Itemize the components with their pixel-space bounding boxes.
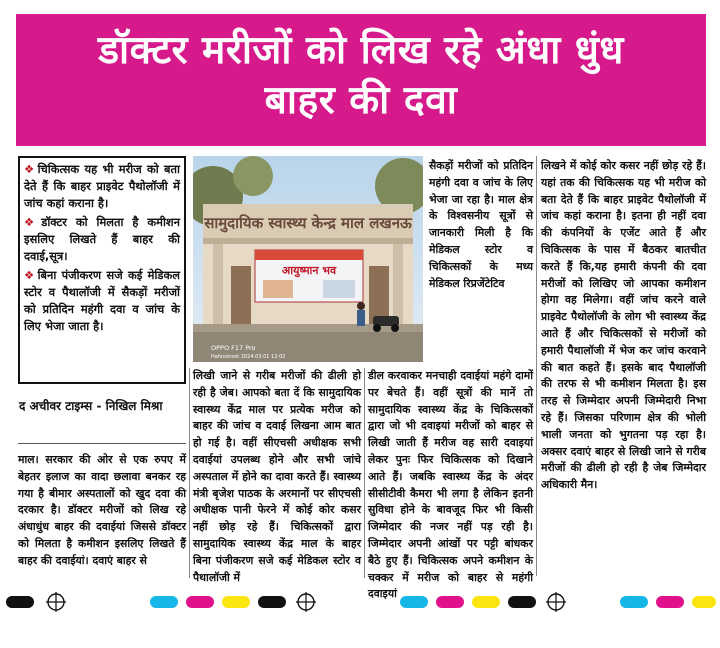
registration-mark-icon [546, 592, 566, 612]
photo-illustration [193, 156, 423, 362]
black-dot-icon [508, 596, 536, 608]
cyan-dot-icon [400, 596, 428, 608]
print-registration-strip [0, 588, 720, 618]
red-star-icon: ❖ [24, 215, 40, 229]
column-divider [536, 156, 537, 576]
article-column-3-top [429, 158, 533, 292]
article-text: लिखने में कोई कोर कसर नहीं छोड़ रहे हैं। यहां तक की चिकित्सक यह भी मरीज को बता देते हैं कि बाहर प्राइवेट पैथोलॉजी में जांच कहां कराना है। इतना ही नहीं दवा की कंपनियों के एजेंट आते हैं और चिकित्सक के पास में बैठकर बातचीत करते हैं कि,यह हमारी कंपनी की दवा मरीजों को लिखिए जो आपका कमीशन होगा वह मिलेगा। वहीं जांच करने वाले प्राइवेट पैथोलॉजी के लोग भी स्वास्थ्य केंद्र आते हैं और चिकित्सकों से मरीजों को हमारी पैथालॉजी में भेज कर जांच करवाने की बात कहते हैं। इसके बाद पैथालॉजी की तरफ से भी कमीशन मिलता है। इस तरह से जिम्मेदार अपनी जिम्मेदारी निभा रहे हैं। जिसका परिणाम क्षेत्र की भोली भाली जनता को भुगतना पड़ रहा है। अक्सर दवाएं बाहर से लिखी जाने से गरीब मरीजों की ढीली हो रही है जेब जिम्मेदार अधिकारी मैन। [541, 159, 706, 492]
highlights-box [18, 156, 186, 384]
article-column-3 [368, 368, 533, 603]
article-text: सैकड़ों मरीजों को प्रतिदिन महंगी दवा व जांच के लिए भेजा जा रहा है। माल क्षेत्र के विश्वसनीय सूत्रों से जानकारी मिली है कि मेडिकल स्टोर व चिकित्सकों के मध्य मेडिकल रिप्रजेंटेटिव [429, 159, 533, 290]
registration-mark-icon [296, 592, 316, 612]
article-text: लिखी जाने से गरीब मरीजों की ढीली हो रही है जेब। आपको बता दें कि सामुदायिक स्वास्थ्य केंद्र माल पर प्रत्येक मरीज को बाहर की जांच व दवाई लिखना आम बात हो गई है। वहीं सीएचसी अधीक्षक सभी दवाईयां उपलब्ध होने और सभी जांचे अस्पताल में होने का दावा करते हैं। स्वास्थ्य मंत्री बृजेश पाठक के अरमानों पर सीएचसी अधीक्षक पानी फेरने में कोई कोर कसर नहीं छोड़ रहे हैं। चिकित्सकों द्वारा सामुदायिक स्वास्थ्य केंद्र माल के बाहर बिना पंजीकरण सजे कई मेडिकल स्टोर व पैथालॉजी में [193, 369, 361, 584]
photo-watermark: OPPO F17 Pro [211, 344, 256, 352]
highlight-item: ❖ चिकित्सक यह भी मरीज को बता देते हैं कि बाहर प्राइवेट पैथोलॉजी में जांच कहां कराना है। [24, 162, 181, 210]
cyan-dot-icon [620, 596, 648, 608]
magenta-dot-icon [656, 596, 684, 608]
photo-camera-stamp: Hahnotreet 2024.03.01 12:02 [211, 354, 286, 360]
article-column-4 [541, 158, 706, 494]
red-star-icon: ❖ [24, 268, 36, 282]
black-dot-icon [258, 596, 286, 608]
highlight-item: ❖ डॉक्टर को मिलता है कमीशन इसलिए लिखते हैं बाहर की दवाई,सूत्र। [24, 215, 180, 263]
highlight-item: ❖ बिना पंजीकरण सजे कई मेडिकल स्टोर व पैथालॉजी में सैकड़ों मरीजों को प्रतिदिन महंगी दवा व जांच के लिए भेजा जाता है। [24, 268, 180, 333]
column-divider [189, 368, 190, 578]
byline-divider [18, 443, 186, 444]
headline-line-1: डॉक्टर मरीजों को लिख रहे अंधा धुंध [98, 28, 624, 73]
health-centre-photo [193, 156, 423, 362]
photo-banner-text: आयुष्मान भव [281, 264, 337, 277]
registration-mark-icon [46, 592, 66, 612]
magenta-dot-icon [186, 596, 214, 608]
headline-line-2: बाहर की दवा [264, 78, 458, 123]
red-star-icon: ❖ [24, 162, 36, 176]
yellow-dot-icon [692, 596, 716, 608]
yellow-dot-icon [472, 596, 500, 608]
magenta-dot-icon [436, 596, 464, 608]
yellow-dot-icon [222, 596, 250, 608]
article-column-1 [18, 452, 186, 570]
article-column-2 [193, 368, 361, 586]
byline: द अचीवर टाइम्स - निखिल मिश्रा [19, 399, 163, 413]
dateline: माल। [18, 453, 39, 466]
black-dot-icon [6, 596, 34, 608]
article-text: सरकार की ओर से एक रुपए में बेहतर इलाज का वादा छलावा बनकर रह गया है बीमार अस्पतालों को खुद दवा की दरकार है। डॉक्टर मरीजों को लिख रहे अंधाधुंध बाहर की दवाईयां जिससे डॉक्टर को मिलता है कमीशन इसलिए लिखते हैं बाहर की दवाईयां। दवाएं बाहर से [18, 453, 186, 567]
article-text: डील करवाकर मनचाही दवाईयां महंगे दामों पर बेचते हैं। वहीं सूत्रों की मानें तो सामुदायिक स्वास्थ्य केंद्र के चिकित्सकों द्वारा जो भी दवाइयां मरीजों को बाहर से लिखी जाती हैं मरीज वह सारी दवाइयां लेकर पुनः फिर चिकित्सक को दिखाने आते हैं। जबकि स्वास्थ्य केंद्र के अंदर सीसीटीवी कैमरा भी लगा है लेकिन इतनी सुविधा होने के बावजूद फिर भी किसी जिम्मेदार की नजर नहीं पड़ रही है। जिम्मेदार अपनी आंखों पर पट्टी बांधकर बैठे हुए हैं। चिकित्सक अपने कमीशन के चक्कर में मरीज को बाहर से महंगी दवाइयां [368, 369, 533, 601]
column-divider [364, 368, 365, 578]
photo-sign-text: सामुदायिक स्वास्थ्य केन्द्र माल लखनऊ [204, 214, 412, 232]
headline-banner [16, 14, 706, 146]
cyan-dot-icon [150, 596, 178, 608]
